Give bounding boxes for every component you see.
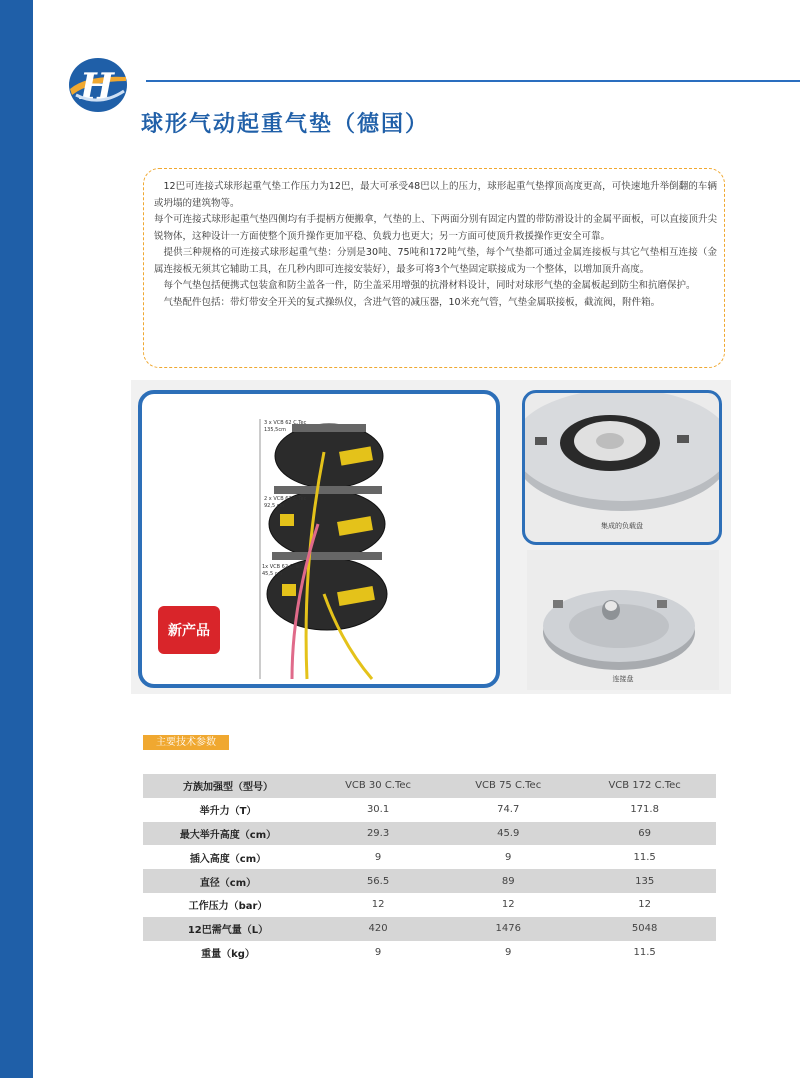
spec-value-cell: 9 bbox=[443, 845, 573, 869]
spec-row bbox=[143, 845, 716, 869]
spec-section-tag: 主要技术参数 bbox=[143, 735, 229, 750]
plate-caption: 集成的负载盘 bbox=[601, 522, 643, 530]
spec-value-cell: 9 bbox=[443, 941, 573, 965]
connector-caption: 连接盘 bbox=[612, 675, 634, 683]
spec-row-label: 最大举升高度（cm） bbox=[143, 822, 313, 846]
spec-value-cell: 420 bbox=[313, 917, 443, 941]
height-label: 3 x VCB 62 C.Tec bbox=[264, 420, 307, 426]
spec-table bbox=[143, 774, 716, 964]
spec-value-cell: 12 bbox=[573, 893, 716, 917]
height-label: 2 x VCB 62 C.Tec bbox=[264, 496, 307, 502]
height-label: 135,5cm bbox=[264, 427, 286, 433]
spec-row-label: 直径（cm） bbox=[143, 869, 313, 893]
spec-value-cell: 171.8 bbox=[573, 798, 716, 822]
svg-text:H: H bbox=[80, 66, 115, 108]
spec-row bbox=[143, 917, 716, 941]
new-product-badge: 新产品 bbox=[158, 606, 220, 654]
load-plate-photo bbox=[522, 390, 722, 545]
intro-paragraph: 气垫配件包括：带灯带安全开关的复式操纵仪，含进气管的减压器，10米充气管，气垫金属联接板，截流阀，附件箱。 bbox=[163, 296, 661, 308]
intro-paragraph: 每个气垫包括便携式包装盒和防尘盖各一件，防尘盖采用增强的抗滑材料设计，同时对球形气垫的金属板起到防尘和抗磨保护。 bbox=[163, 280, 696, 291]
spec-value-cell: 69 bbox=[573, 822, 716, 846]
spec-row bbox=[143, 774, 716, 798]
spec-value-cell: 12 bbox=[443, 893, 573, 917]
spec-row bbox=[143, 798, 716, 822]
page-title: 球形气动起重气垫（德国） bbox=[141, 112, 430, 137]
spec-value-cell: 56.5 bbox=[313, 869, 443, 893]
spec-row bbox=[143, 893, 716, 917]
connector-plate-photo bbox=[527, 550, 719, 690]
side-color-bar bbox=[0, 0, 33, 1078]
spec-row-label: 工作压力（bar） bbox=[143, 893, 313, 917]
spec-value-cell: 1476 bbox=[443, 917, 573, 941]
spec-value-cell: 9 bbox=[313, 941, 443, 965]
spec-row bbox=[143, 941, 716, 965]
spec-row bbox=[143, 869, 716, 893]
spec-value-cell: 9 bbox=[313, 845, 443, 869]
company-logo bbox=[66, 55, 130, 115]
spec-row-label: 插入高度（cm） bbox=[143, 845, 313, 869]
spec-row bbox=[143, 822, 716, 846]
intro-paragraph: 12巴可连接式球形起重气垫工作压力为12巴，最大可承受48巴以上的压力，球形起重气垫撑顶高度更高，可快速地升举倒翻的车辆或坍塌的建筑物等。 bbox=[154, 181, 717, 209]
spec-row-label: 重量（kg） bbox=[143, 941, 313, 965]
intro-text-box bbox=[143, 168, 725, 368]
spec-value-cell: 12 bbox=[313, 893, 443, 917]
spec-value-cell: VCB 172 C.Tec bbox=[573, 774, 716, 798]
height-label: 45,5 cm bbox=[262, 571, 283, 577]
spec-value-cell: 11.5 bbox=[573, 941, 716, 965]
spec-row-label: 举升力（T） bbox=[143, 798, 313, 822]
intro-paragraph: 每个可连接式球形起重气垫四侧均有手提柄方便搬拿，气垫的上、下两面分别有固定内置的带防滑设计的金属平面板，可以直接顶升尖锐物体，这种设计一方面使整个顶升操作更加平稳、负载力也更大；另一方面可使顶升救援操作更安全可靠。 bbox=[154, 214, 717, 242]
height-label: 92,5 cm bbox=[264, 503, 285, 509]
header-rule bbox=[146, 80, 800, 82]
spec-value-cell: 11.5 bbox=[573, 845, 716, 869]
stacked-air-cushion-photo bbox=[138, 390, 500, 688]
height-label: 1x VCB 62 C.Tec bbox=[262, 564, 303, 570]
spec-value-cell: VCB 75 C.Tec bbox=[443, 774, 573, 798]
spec-value-cell: 74.7 bbox=[443, 798, 573, 822]
spec-value-cell: 135 bbox=[573, 869, 716, 893]
spec-value-cell: VCB 30 C.Tec bbox=[313, 774, 443, 798]
spec-value-cell: 89 bbox=[443, 869, 573, 893]
spec-value-cell: 29.3 bbox=[313, 822, 443, 846]
spec-row-label: 方族加强型（型号） bbox=[143, 774, 313, 798]
spec-value-cell: 5048 bbox=[573, 917, 716, 941]
spec-row-label: 12巴需气量（L） bbox=[143, 917, 313, 941]
spec-value-cell: 45.9 bbox=[443, 822, 573, 846]
spec-value-cell: 30.1 bbox=[313, 798, 443, 822]
intro-paragraph: 提供三种规格的可连接式球形起重气垫：分别是30吨、75吨和172吨气垫，每个气垫都可通过金属连接板与其它气垫相互连接（金属连接板无须其它辅助工具，在几秒内即可连接安装好），最多可将3个气垫固定联接成为一个整体，以增加顶升高度。 bbox=[154, 247, 717, 275]
